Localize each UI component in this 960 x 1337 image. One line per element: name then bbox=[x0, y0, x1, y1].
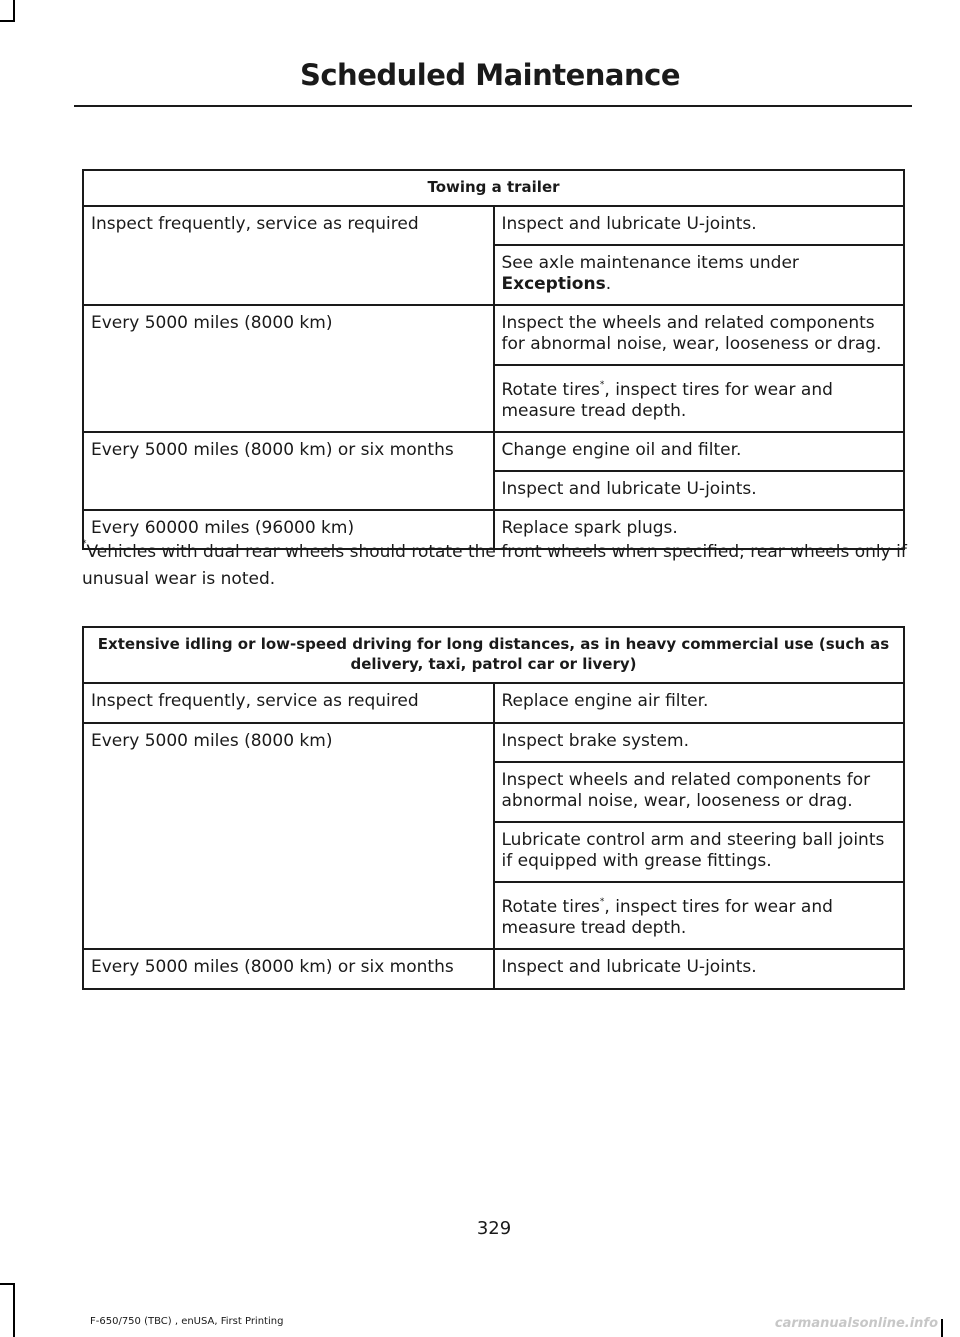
watermark: carmanualsonline.info bbox=[774, 1316, 938, 1331]
page-number: 329 bbox=[476, 1218, 512, 1239]
table-row bbox=[83, 206, 904, 245]
table-heading: Extensive idling or low-speed driving for long distances, as in heavy commercial use (such as delivery, taxi, patrol car or livery) bbox=[83, 627, 904, 683]
edition-footer: F-650/750 (TBC) , enUSA, First Printing bbox=[90, 1316, 284, 1327]
task-cell: Inspect and lubricate U-joints. bbox=[494, 206, 905, 245]
task-text: See axle maintenance items under bbox=[501, 253, 799, 273]
crop-mark bbox=[13, 0, 15, 22]
crop-mark bbox=[0, 20, 15, 22]
task-cell: Inspect and lubricate U-joints. bbox=[494, 949, 905, 989]
task-cell: Replace spark plugs. bbox=[494, 510, 905, 549]
footnote bbox=[82, 539, 910, 593]
footnote-mark: * bbox=[599, 380, 605, 390]
table-row bbox=[83, 949, 904, 989]
interval-cell: Every 5000 miles (8000 km) bbox=[83, 723, 494, 949]
table-row bbox=[83, 723, 904, 762]
footnote-text: Vehicles with dual rear wheels should rotate the front wheels when specified; rear wheels only if unusual wear is noted. bbox=[82, 542, 907, 589]
task-cell: Inspect wheels and related components for abnormal noise, wear, looseness or drag. bbox=[494, 762, 905, 822]
interval-cell: Inspect frequently, service as required bbox=[83, 206, 494, 305]
task-text: Rotate tires bbox=[501, 897, 600, 917]
interval-cell: Every 5000 miles (8000 km) or six months bbox=[83, 432, 494, 510]
interval-cell: Every 5000 miles (8000 km) or six months bbox=[83, 949, 494, 989]
interval-cell: Every 60000 miles (96000 km) bbox=[83, 510, 494, 549]
table-row bbox=[83, 683, 904, 723]
task-cell: Inspect and lubricate U-joints. bbox=[494, 471, 905, 510]
interval-cell: Inspect frequently, service as required bbox=[83, 683, 494, 723]
table-header-row bbox=[83, 170, 904, 206]
task-cell: Change engine oil and filter. bbox=[494, 432, 905, 471]
page-title: Scheduled Maintenance bbox=[299, 58, 680, 92]
interval-cell: Every 5000 miles (8000 km) bbox=[83, 305, 494, 432]
task-cell: Inspect the wheels and related components for abnormal noise, wear, looseness or drag. bbox=[494, 305, 905, 365]
crop-mark bbox=[13, 1283, 15, 1337]
task-text-end: . bbox=[605, 274, 612, 294]
table-heading: Towing a trailer bbox=[83, 170, 904, 206]
task-cell bbox=[494, 882, 905, 949]
task-text: Rotate tires bbox=[501, 380, 600, 400]
exceptions-reference: Exceptions bbox=[501, 274, 606, 294]
crop-mark bbox=[941, 1319, 943, 1337]
towing-trailer-table bbox=[82, 169, 905, 550]
task-text: , inspect tires for wear and measure tread depth. bbox=[501, 380, 833, 421]
task-cell: Replace engine air filter. bbox=[494, 683, 905, 723]
task-cell bbox=[494, 245, 905, 305]
crop-mark bbox=[0, 1283, 15, 1285]
table-header-row bbox=[83, 627, 904, 683]
footnote-mark: * bbox=[599, 897, 605, 907]
title-divider bbox=[74, 105, 912, 107]
task-cell bbox=[494, 365, 905, 432]
table-row bbox=[83, 305, 904, 365]
extensive-idling-table bbox=[82, 626, 905, 990]
table-row bbox=[83, 432, 904, 471]
task-cell: Inspect brake system. bbox=[494, 723, 905, 762]
footnote-mark: * bbox=[82, 539, 87, 549]
task-text: , inspect tires for wear and measure tread depth. bbox=[501, 897, 833, 938]
task-cell: Lubricate control arm and steering ball joints if equipped with grease fittings. bbox=[494, 822, 905, 882]
